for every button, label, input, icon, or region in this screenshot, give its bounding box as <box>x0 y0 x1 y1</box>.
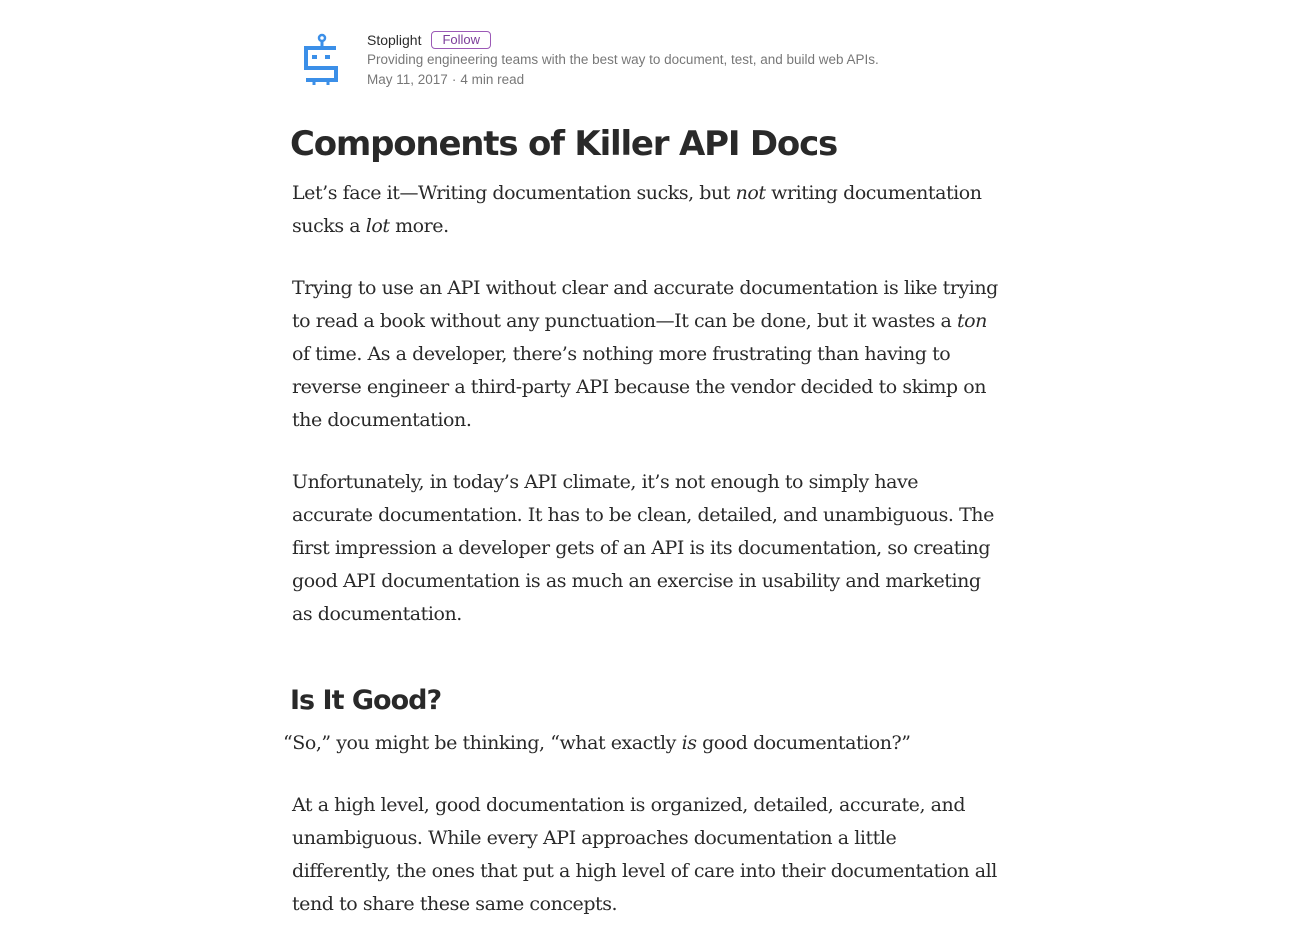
paragraph <box>292 272 1000 437</box>
section-heading: Is It Good? <box>290 685 442 716</box>
read-time: 4 min read <box>460 72 525 87</box>
emphasis-text: ton <box>956 310 987 332</box>
text-run: “So,” you might be thinking, “what exactly <box>283 732 682 754</box>
meta-separator: · <box>451 72 457 87</box>
author-info <box>367 30 879 90</box>
paragraph <box>292 177 1000 243</box>
robot-logo-icon[interactable] <box>300 32 344 88</box>
article-body <box>283 118 1000 944</box>
emphasis-text: is <box>681 732 697 754</box>
post-date: May 11, 2017 <box>367 72 448 87</box>
emphasis-text: not <box>735 182 766 204</box>
author-name-link[interactable]: Stoplight <box>367 32 422 48</box>
text-run: Trying to use an API without clear and accurate documentation is like trying to read a book without any punctuation—It can be done, but it wastes a <box>292 277 998 332</box>
follow-button[interactable]: Follow <box>431 31 491 49</box>
post-meta <box>367 70 879 90</box>
paragraph <box>292 789 1000 921</box>
text-run: At a high level, good documentation is organized, detailed, accurate, and unambiguous. While every API approaches documentation a little differently, the ones that put a high level of care into their documentation all tend to share these same concepts. <box>292 794 997 915</box>
text-run: writing documentation sucks a <box>292 182 982 237</box>
paragraph-quote <box>283 727 1000 760</box>
author-bio: Providing engineering teams with the best way to document, test, and build web APIs. <box>367 52 879 67</box>
text-run: Let’s face it—Writing documentation sucks, but <box>292 182 736 204</box>
emphasis-text: lot <box>365 215 390 237</box>
text-run: of time. As a developer, there’s nothing more frustrating than having to reverse engineer a third-party API because the vendor decided to skimp on the documentation. <box>292 343 986 431</box>
article-title: Components of Killer API Docs <box>290 124 838 164</box>
paragraph <box>292 466 1000 631</box>
text-run: Unfortunately, in today’s API climate, it’s not enough to simply have accurate documentation. It has to be clean, detailed, and unambiguous. The first impression a developer gets of an API is its documentation, so creating good API documentation is as much an exercise in usability and marketing as documentation. <box>292 471 994 625</box>
text-run: good documentation?” <box>696 732 911 754</box>
author-header <box>300 30 1000 94</box>
text-run: more. <box>389 215 449 237</box>
